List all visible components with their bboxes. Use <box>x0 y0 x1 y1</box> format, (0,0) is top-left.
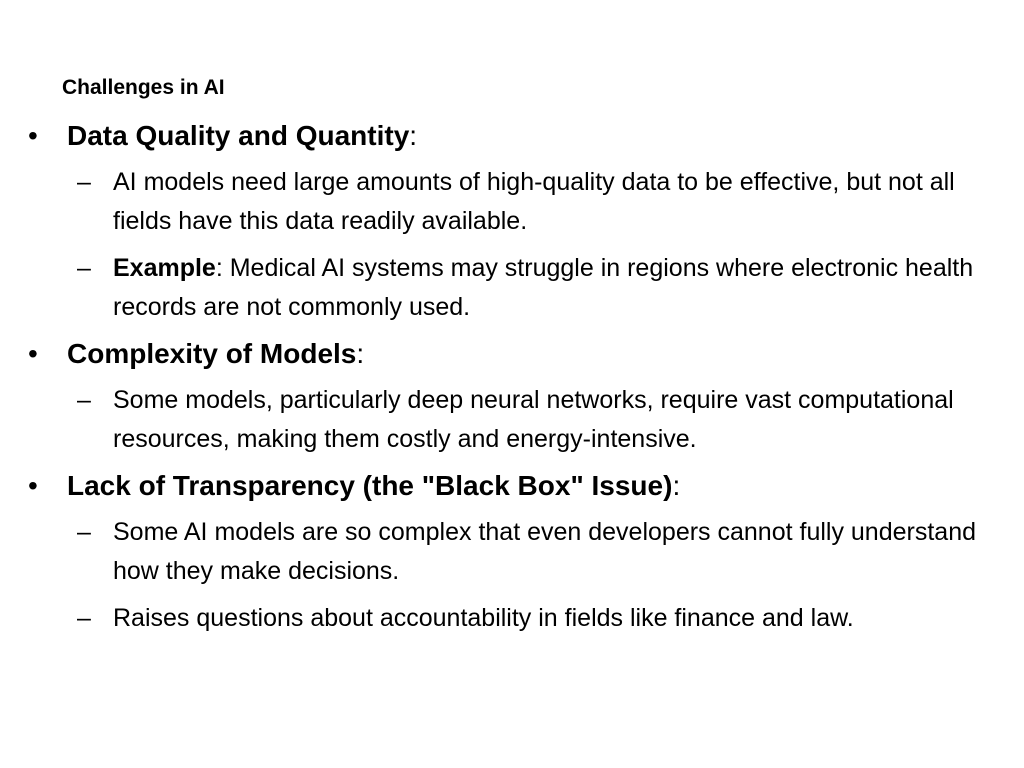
bullet-suffix: : <box>356 338 365 369</box>
sub-bullet-item <box>0 599 993 638</box>
bullet-item <box>0 117 1024 155</box>
bullet-dot-icon: • <box>28 470 38 501</box>
sub-bullet-text: Raises questions about accountability in fields like finance and law. <box>113 604 854 632</box>
slide-title: Challenges in AI <box>62 76 225 99</box>
sub-bullet-text: : Medical AI systems may struggle in regions where electronic health records are not commonly used. <box>113 254 974 321</box>
bullet-heading: Complexity of Models <box>67 338 357 369</box>
sub-bullet-text: Some AI models are so complex that even developers cannot fully understand how they make decisions. <box>113 518 977 585</box>
bullet-dot-icon: • <box>28 338 38 369</box>
sub-bullet-text: Some models, particularly deep neural networks, require vast computational resources, making them costly and energy-intensive. <box>113 386 954 453</box>
bullet-heading: Data Quality and Quantity <box>67 120 410 151</box>
sub-bullet-item <box>0 513 993 591</box>
bullet-dot-icon: • <box>28 120 38 151</box>
sub-bullet-label: Example <box>113 254 216 282</box>
sub-bullet-text: AI models need large amounts of high-quality data to be effective, but not all fields have this data readily available. <box>113 168 955 235</box>
sub-bullet-item <box>0 163 993 241</box>
bullet-item <box>0 335 1024 373</box>
dash-icon: – <box>77 254 91 282</box>
bullet-suffix: : <box>409 120 418 151</box>
dash-icon: – <box>77 518 91 546</box>
bullet-suffix: : <box>672 470 681 501</box>
dash-icon: – <box>77 604 91 632</box>
sub-bullet-item <box>0 249 993 327</box>
bullet-heading: Lack of Transparency (the "Black Box" Issue) <box>67 470 673 501</box>
dash-icon: – <box>77 168 91 196</box>
dash-icon: – <box>77 386 91 414</box>
slide-content <box>0 117 1024 646</box>
bullet-item <box>0 467 1024 505</box>
sub-bullet-item <box>0 381 993 459</box>
